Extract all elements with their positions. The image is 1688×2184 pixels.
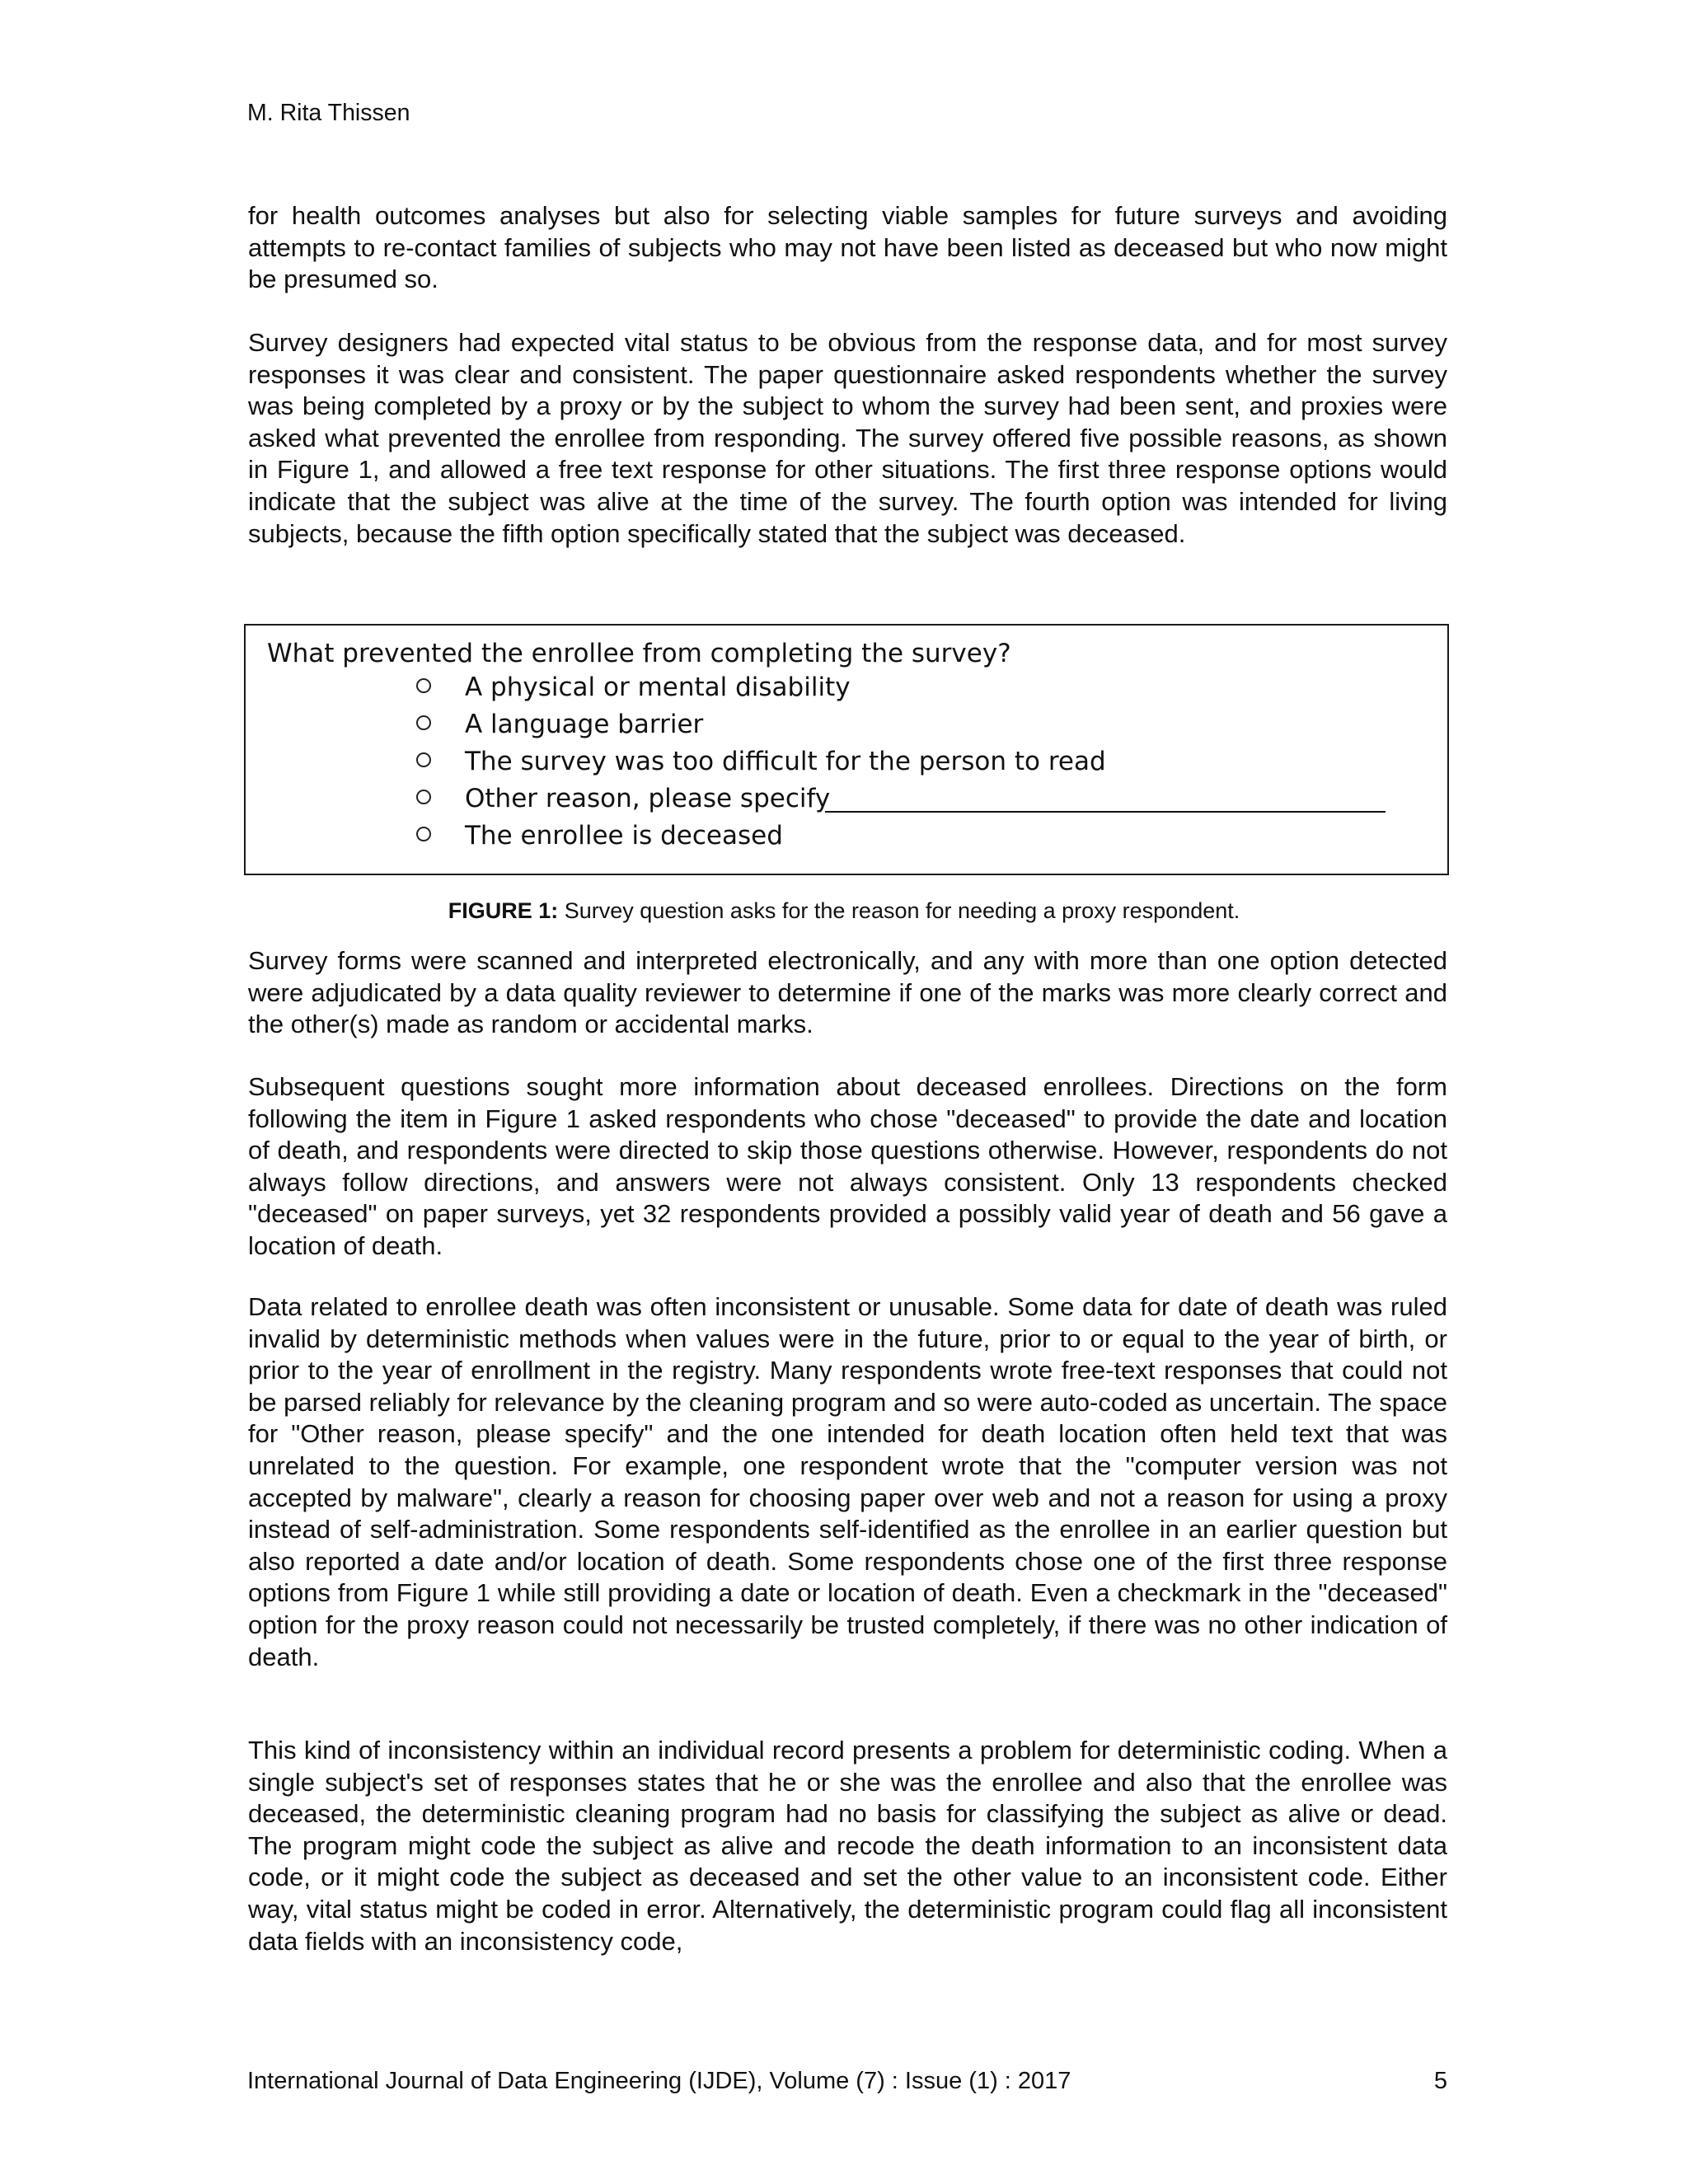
survey-option	[246, 783, 1447, 820]
figure-caption-text: Survey question asks for the reason for needing a proxy respondent.	[564, 898, 1240, 923]
radio-circle-icon	[416, 678, 431, 693]
survey-option-label: A language barrier	[465, 710, 704, 739]
radio-circle-icon	[416, 752, 431, 767]
paragraph: for health outcomes analyses but also for selecting viable samples for future surveys and avoiding attempts to re-contact families of subjects who may not have been listed as deceased but who now might be presumed so.	[248, 201, 1447, 294]
survey-option-label: The enrollee is deceased	[465, 821, 783, 851]
paragraph: This kind of inconsistency within an individual record presents a problem for deterministic coding. When a single subject's set of responses states that he or she was the enrollee and also that the enrollee was deceased, the deterministic cleaning program had no basis for classifying the subject as alive or dead. The program might code the subject as alive and recode the death information to an inconsistent data code, or it might code the subject as deceased and set the other value to an inconsistent code. Either way, vital status might be coded in error. Alternatively, the deterministic program could flag all inconsistent data fields with an inconsistency code,	[248, 1736, 1447, 1956]
paragraph: Survey forms were scanned and interpreted electronically, and any with more than one option detected were adjudicated by a data quality reviewer to determine if one of the marks was more clearly correct and the other(s) made as random or accidental marks.	[248, 946, 1447, 1039]
survey-option	[246, 746, 1447, 783]
footer-journal: International Journal of Data Engineering (IJDE), Volume (7) : Issue (1) : 2017	[247, 2068, 1071, 2094]
running-head-author: M. Rita Thissen	[247, 100, 410, 126]
survey-question-text: What prevented the enrollee from completing the survey?	[267, 639, 1011, 668]
specify-blank-line	[825, 811, 1386, 813]
page-footer	[247, 2067, 1447, 2095]
paragraph: Survey designers had expected vital status to be obvious from the response data, and for most survey responses it was clear and consistent. The paper questionnaire asked respondents whether the survey was being completed by a proxy or by the subject to whom the survey had been sent, and proxies were asked what prevented the enrollee from responding. The survey offered five possible reasons, as shown in Figure 1, and allowed a free text response for other situations. The first three response options would indicate that the subject was alive at the time of the survey. The fourth option was intended for living subjects, because the fifth option specifically stated that the subject was deceased.	[248, 328, 1447, 548]
paragraph: Subsequent questions sought more information about deceased enrollees. Directions on the form following the item in Figure 1 asked respondents who chose "deceased" to provide the date and location of death, and respondents were directed to skip those questions otherwise. However, respondents do not always follow directions, and answers were not always consistent. Only 13 respondents checked "deceased" on paper surveys, yet 32 respondents provided a possibly valid year of death and 56 gave a location of death.	[248, 1072, 1447, 1260]
survey-option	[246, 709, 1447, 746]
survey-option-label: The survey was too difficult for the person to read	[465, 747, 1106, 776]
survey-option-label: Other reason, please specify	[465, 784, 831, 813]
figure-caption-label: FIGURE 1:	[448, 898, 559, 923]
radio-circle-icon	[416, 790, 431, 804]
paragraph: Data related to enrollee death was often inconsistent or unusable. Some data for date of death was ruled invalid by deterministic methods when values were in the future, prior to or equal to the year of birth, or prior to the year of enrollment in the registry. Many respondents wrote free-text responses that could not be parsed reliably for relevance by the cleaning program and so were auto-coded as uncertain. The space for "Other reason, please specify" and the one intended for death location often held text that was unrelated to the question. For example, one respondent wrote that the "computer version was not accepted by malware", clearly a reason for choosing paper over web and not a reason for using a proxy instead of self-administration. Some respondents self-identified as the enrollee in an earlier question but also reported a date and/or location of death. Some respondents chose one of the first three response options from Figure 1 while still providing a date or location of death. Even a checkmark in the "deceased" option for the proxy reason could not necessarily be trusted completely, if there was no other indication of death.	[248, 1292, 1447, 1671]
radio-circle-icon	[416, 827, 431, 841]
figure-survey-question	[244, 624, 1449, 875]
figure-caption	[0, 897, 1688, 925]
survey-option	[246, 672, 1447, 709]
page-number: 5	[1433, 2068, 1447, 2094]
survey-option-label: A physical or mental disability	[465, 673, 851, 702]
radio-circle-icon	[416, 715, 431, 730]
survey-option	[246, 820, 1447, 857]
